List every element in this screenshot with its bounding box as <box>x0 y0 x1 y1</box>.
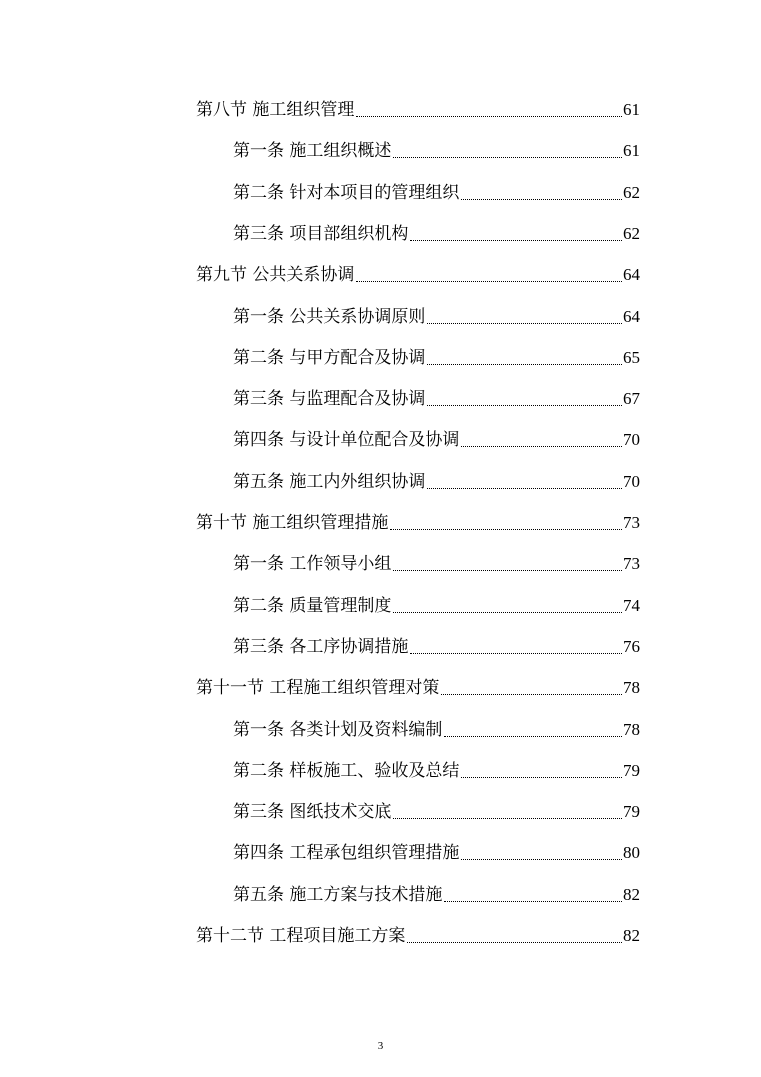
toc-entry-title: 第一条 工作领导小组 <box>233 554 392 574</box>
toc-entry-title: 第五条 施工方案与技术措施 <box>233 885 443 905</box>
toc-dot-leader <box>461 199 622 200</box>
toc-entry-page-number: 65 <box>623 348 640 367</box>
toc-entry-page-number: 79 <box>623 802 640 821</box>
toc-dot-leader <box>427 405 622 406</box>
toc-article-entry[interactable] <box>233 304 640 330</box>
toc-entry-title: 第四条 与设计单位配合及协调 <box>233 430 460 450</box>
toc-article-entry[interactable] <box>233 634 640 660</box>
toc-entry-page-number: 70 <box>623 472 640 491</box>
toc-article-entry[interactable] <box>233 180 640 206</box>
toc-entry-page-number: 82 <box>623 885 640 904</box>
toc-entry-title: 第一条 公共关系协调原则 <box>233 307 426 327</box>
toc-section-entry[interactable] <box>196 262 640 288</box>
toc-entry-page-number: 78 <box>623 720 640 739</box>
toc-dot-leader <box>390 529 622 530</box>
toc-entry-page-number: 64 <box>623 307 640 326</box>
toc-section-entry[interactable] <box>196 923 640 949</box>
toc-article-entry[interactable] <box>233 551 640 577</box>
toc-entry-title: 第十一节 工程施工组织管理对策 <box>196 678 440 698</box>
toc-dot-leader <box>427 488 622 489</box>
toc-dot-leader <box>393 157 622 158</box>
toc-entry-title: 第二条 针对本项目的管理组织 <box>233 183 460 203</box>
toc-dot-leader <box>427 364 622 365</box>
toc-entry-title: 第十节 施工组织管理措施 <box>196 513 389 533</box>
toc-entry-page-number: 76 <box>623 637 640 656</box>
toc-dot-leader <box>407 942 622 943</box>
toc-dot-leader <box>410 240 622 241</box>
toc-entry-page-number: 62 <box>623 183 640 202</box>
toc-dot-leader <box>356 281 622 282</box>
toc-entry-page-number: 64 <box>623 265 640 284</box>
toc-entry-page-number: 73 <box>623 513 640 532</box>
toc-entry-title: 第三条 图纸技术交底 <box>233 802 392 822</box>
toc-article-entry[interactable] <box>233 840 640 866</box>
toc-entry-title: 第十二节 工程项目施工方案 <box>196 926 406 946</box>
toc-entry-title: 第九节 公共关系协调 <box>196 265 355 285</box>
toc-article-entry[interactable] <box>233 138 640 164</box>
page-number: 3 <box>377 1040 384 1052</box>
toc-entry-title: 第二条 质量管理制度 <box>233 596 392 616</box>
toc-dot-leader <box>410 653 622 654</box>
toc-dot-leader <box>461 859 622 860</box>
toc-entry-title: 第三条 各工序协调措施 <box>233 637 409 657</box>
toc-entry-page-number: 70 <box>623 430 640 449</box>
toc-article-entry[interactable] <box>233 882 640 908</box>
toc-entry-title: 第一条 各类计划及资料编制 <box>233 720 443 740</box>
toc-entry-title: 第八节 施工组织管理 <box>196 100 355 120</box>
toc-entry-page-number: 67 <box>623 389 640 408</box>
toc-article-entry[interactable] <box>233 427 640 453</box>
toc-section-entry[interactable] <box>196 510 640 536</box>
toc-article-entry[interactable] <box>233 345 640 371</box>
toc-article-entry[interactable] <box>233 758 640 784</box>
toc-dot-leader <box>393 570 622 571</box>
toc-entry-page-number: 80 <box>623 843 640 862</box>
toc-entry-title: 第四条 工程承包组织管理措施 <box>233 843 460 863</box>
toc-entry-title: 第二条 样板施工、验收及总结 <box>233 761 460 781</box>
toc-article-entry[interactable] <box>233 717 640 743</box>
toc-article-entry[interactable] <box>233 386 640 412</box>
toc-entry-page-number: 79 <box>623 761 640 780</box>
toc-article-entry[interactable] <box>233 799 640 825</box>
toc-entry-title: 第五条 施工内外组织协调 <box>233 472 426 492</box>
toc-dot-leader <box>441 694 622 695</box>
toc-entry-title: 第二条 与甲方配合及协调 <box>233 348 426 368</box>
toc-entry-page-number: 74 <box>623 596 640 615</box>
toc-dot-leader <box>393 612 622 613</box>
toc-dot-leader <box>461 446 622 447</box>
toc-entry-title: 第三条 项目部组织机构 <box>233 224 409 244</box>
toc-entry-page-number: 61 <box>623 100 640 119</box>
toc-entry-page-number: 78 <box>623 678 640 697</box>
toc-dot-leader <box>393 818 622 819</box>
toc-dot-leader <box>356 116 622 117</box>
toc-dot-leader <box>461 777 622 778</box>
toc-entry-page-number: 82 <box>623 926 640 945</box>
toc-section-entry[interactable] <box>196 97 640 123</box>
toc-entry-title: 第一条 施工组织概述 <box>233 141 392 161</box>
toc-dot-leader <box>444 901 622 902</box>
toc-dot-leader <box>444 736 622 737</box>
toc-article-entry[interactable] <box>233 593 640 619</box>
toc-dot-leader <box>427 323 622 324</box>
toc-entry-page-number: 62 <box>623 224 640 243</box>
toc-entry-page-number: 73 <box>623 554 640 573</box>
toc-entry-title: 第三条 与监理配合及协调 <box>233 389 426 409</box>
toc-entry-page-number: 61 <box>623 141 640 160</box>
toc-article-entry[interactable] <box>233 469 640 495</box>
toc-section-entry[interactable] <box>196 675 640 701</box>
toc-article-entry[interactable] <box>233 221 640 247</box>
